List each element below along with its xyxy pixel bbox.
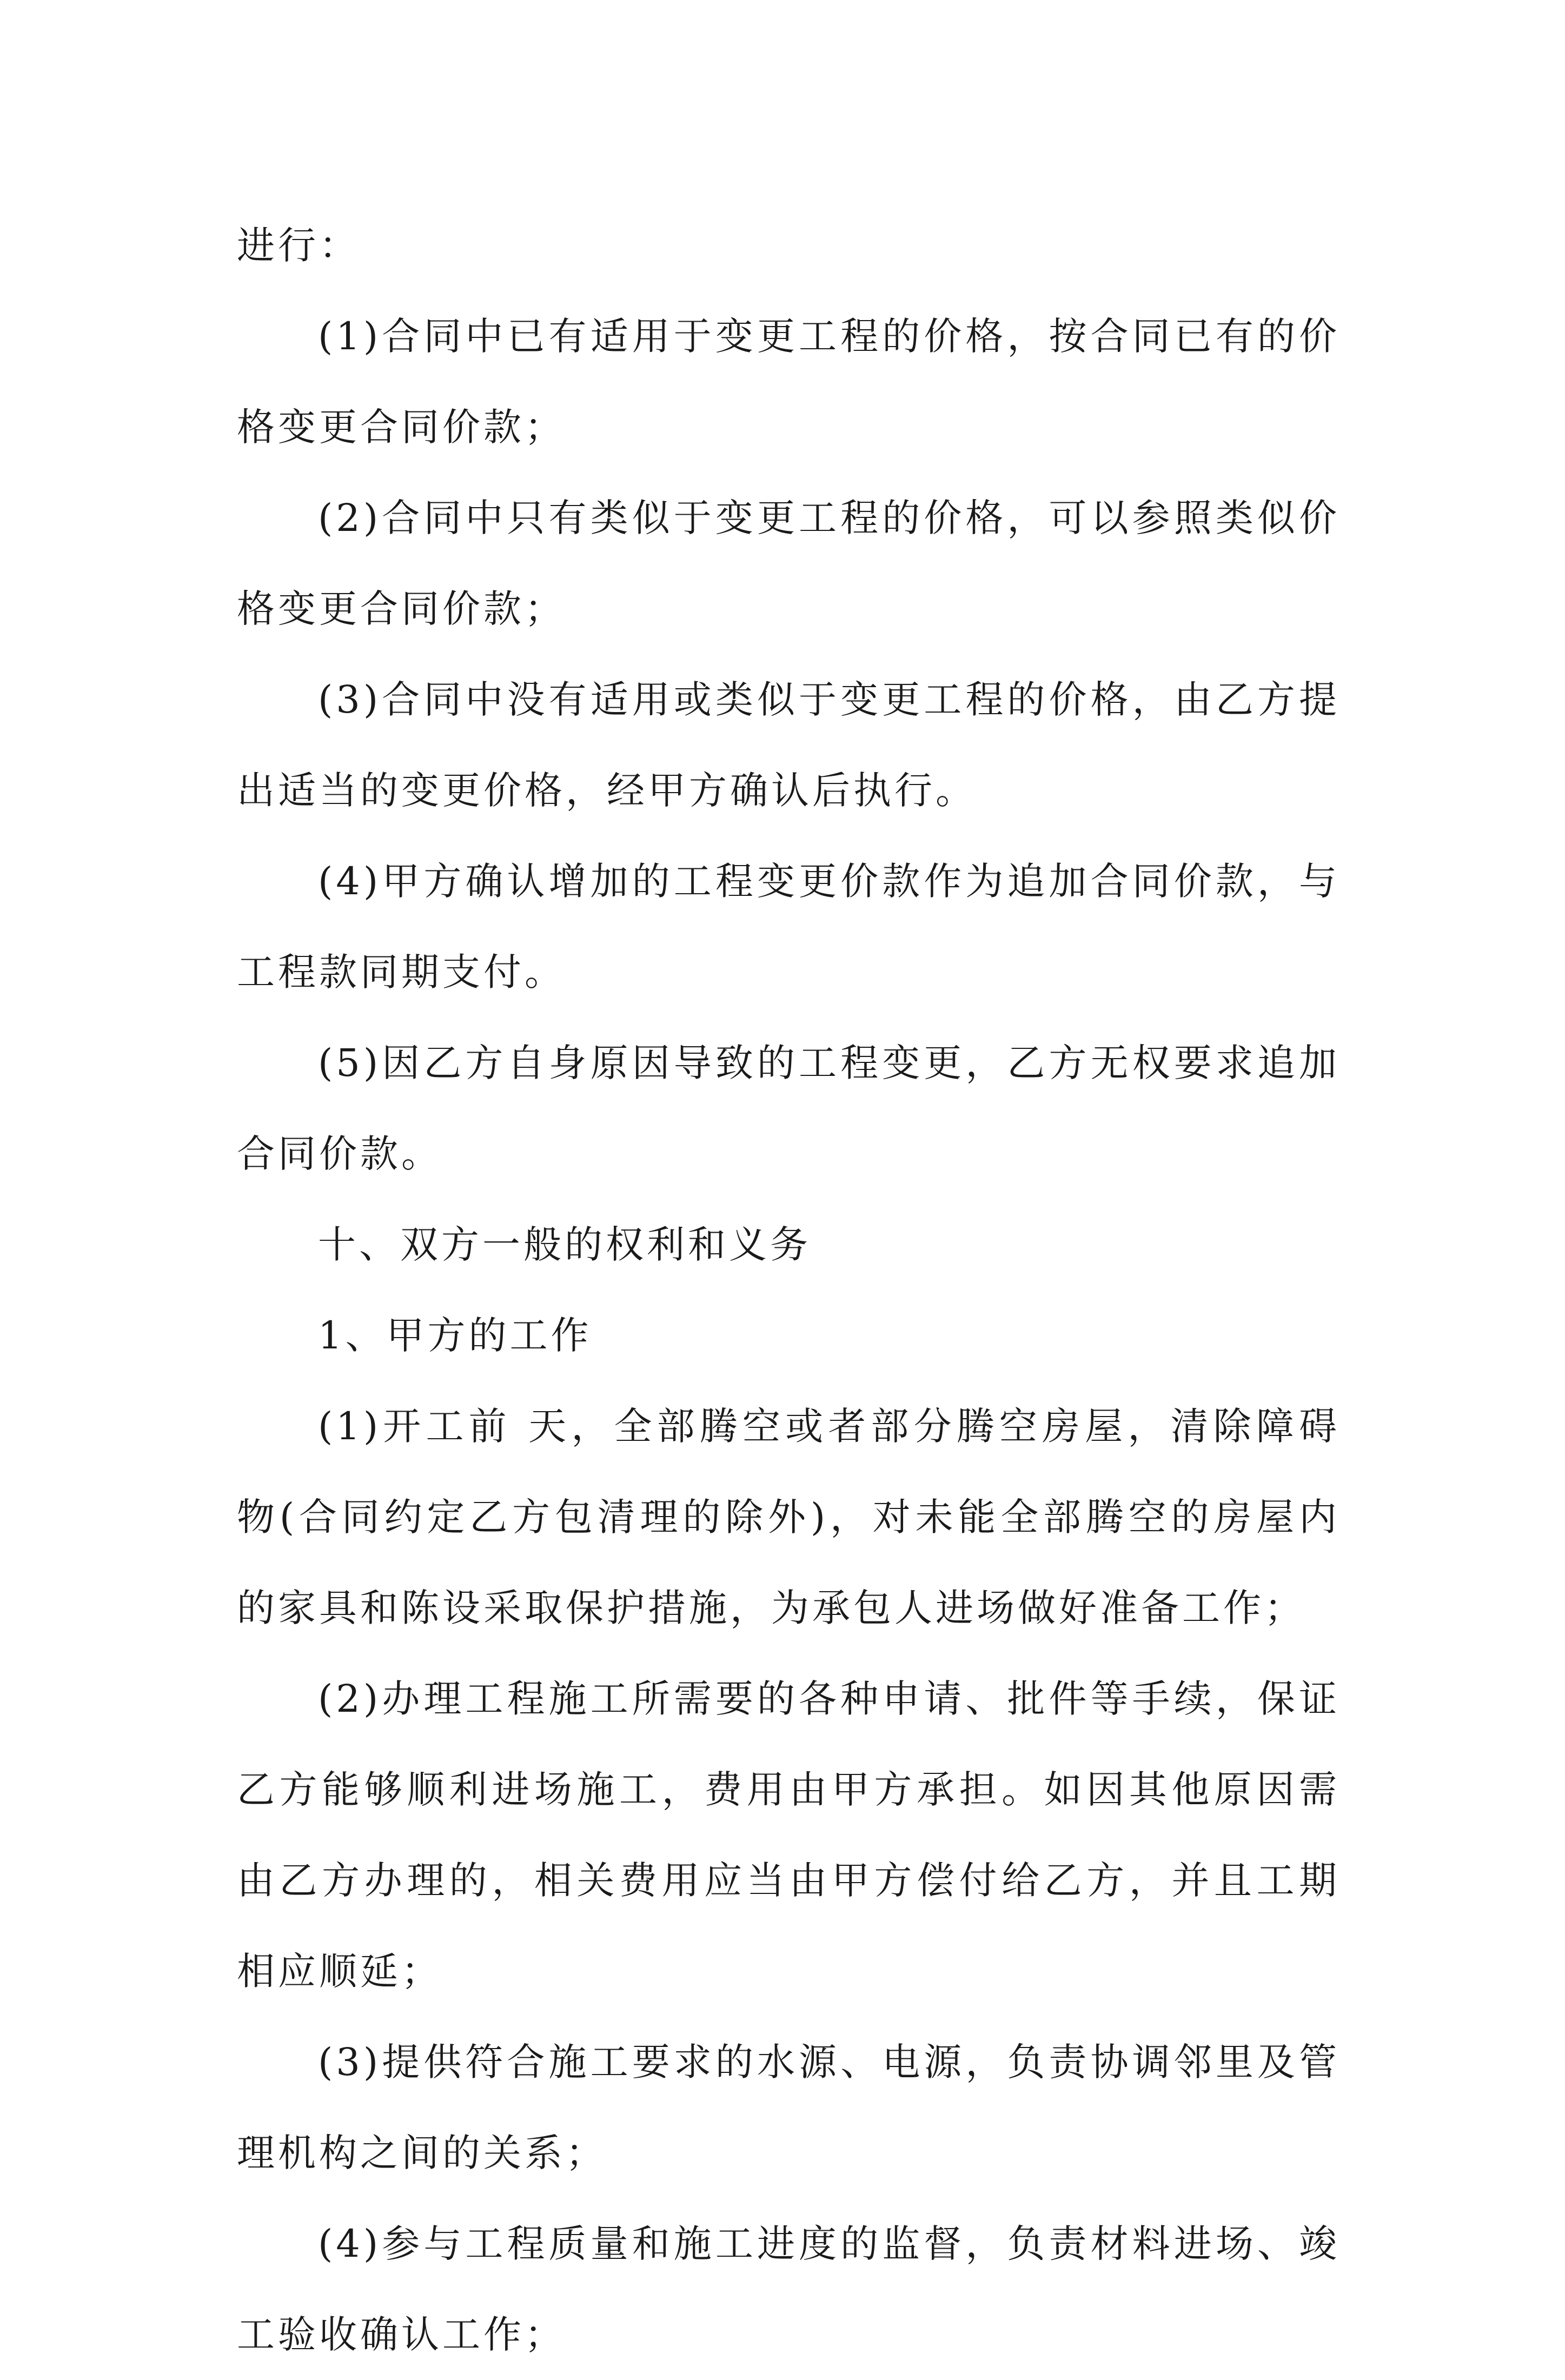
- paragraph-duty-3: (3)提供符合施工要求的水源、电源，负责协调邻里及管理机构之间的关系；: [237, 2040, 1340, 2175]
- paragraph-item-1: (1)合同中已有适用于变更工程的价格，按合同已有的价格变更合同价款；: [237, 314, 1340, 449]
- paragraph-item-2: (2)合同中只有类似于变更工程的价格，可以参照类似价格变更合同价款；: [237, 496, 1340, 631]
- paragraph-item-5: (5)因乙方自身原因导致的工程变更，乙方无权要求追加合同价款。: [237, 1041, 1340, 1176]
- paragraph-duty-2: (2)办理工程施工所需要的各种申请、批件等手续，保证乙方能够顺利进场施工，费用由甲方承担。如因其他原因需由乙方办理的，相关费用应当由甲方偿付给乙方，并且工期相应顺延；: [237, 1677, 1340, 1993]
- section-heading: 十、双方一般的权利和义务: [318, 1222, 811, 1267]
- paragraph-item-3: (3)合同中没有适用或类似于变更工程的价格，由乙方提出适当的变更价格，经甲方确认后执行。: [237, 677, 1340, 813]
- paragraph-duty-4: (4)参与工程质量和施工进度的监督，负责材料进场、竣工验收确认工作；: [237, 2222, 1340, 2357]
- document-body: [237, 200, 1340, 2380]
- paragraph-continuation: 进行：: [237, 223, 360, 268]
- paragraph-item-4: (4)甲方确认增加的工程变更价款作为追加合同价款，与工程款同期支付。: [237, 859, 1340, 994]
- subsection-heading: 1、甲方的工作: [318, 1313, 592, 1358]
- paragraph-duty-1: (1)开工前 天，全部腾空或者部分腾空房屋，清除障碍物(合同约定乙方包清理的除外)，对未能全部腾空的房屋内的家具和陈设采取保护措施，为承包人进场做好准备工作；: [237, 1404, 1340, 1630]
